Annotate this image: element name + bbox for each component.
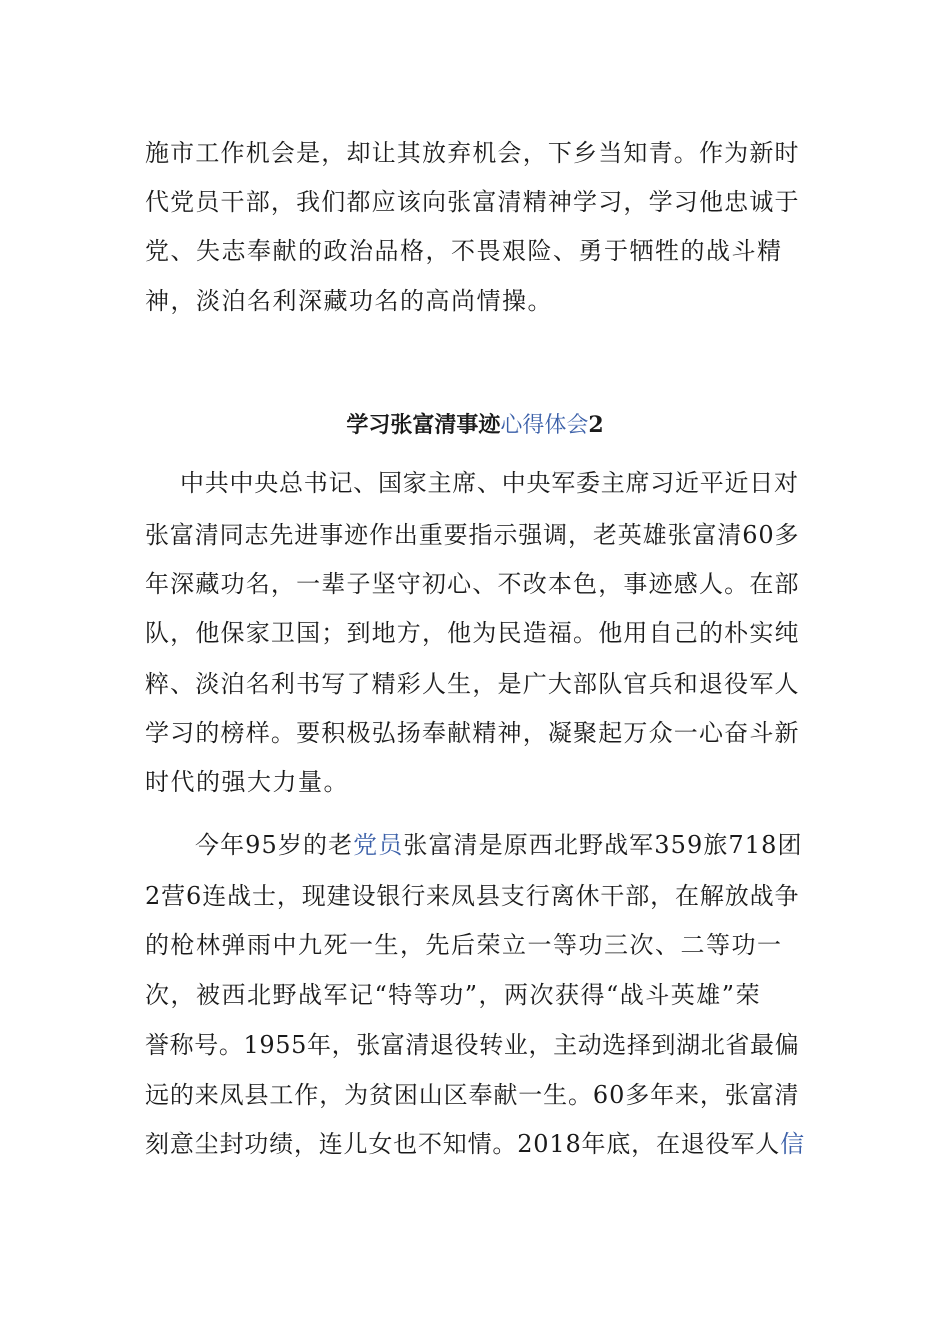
paragraph-line: 2营6连战士，现建设银行来凤县支行离休干部，在解放战争 bbox=[145, 882, 800, 910]
paragraph-line: 次，被西北野战军记“特等功”，两次获得“战斗英雄”荣 bbox=[145, 981, 762, 1009]
paragraph-line: 队，他保家卫国；到地方，他为民造福。他用自己的朴实纯 bbox=[145, 619, 800, 647]
inline-link[interactable]: 党员 bbox=[353, 831, 404, 859]
paragraph-line: 誉称号。1955年，张富清退役转业，主动选择到湖北省最偏 bbox=[145, 1031, 800, 1059]
paragraph-line: 张富清同志先进事迹作出重要指示强调，老英雄张富清60多 bbox=[145, 521, 800, 549]
inline-link[interactable]: 信 bbox=[780, 1130, 805, 1158]
title-number: 2 bbox=[588, 412, 604, 438]
paragraph-line: 远的来凤县工作，为贫困山区奉献一生。60多年来，张富清 bbox=[145, 1081, 800, 1109]
section-title bbox=[0, 410, 950, 441]
paragraph-line: 施市工作机会是，却让其放弃机会，下乡当知青。作为新时 bbox=[145, 139, 800, 167]
paragraph-text: 张富清是原西北野战军359旅718团 bbox=[403, 831, 803, 859]
paragraph-text: 刻意尘封功绩，连儿女也不知情。2018年底，在退役军人 bbox=[145, 1130, 781, 1158]
title-text: 学习张富清事迹 bbox=[346, 412, 501, 438]
paragraph-line: 代党员干部，我们都应该向张富清精神学习，学习他忠诚于 bbox=[145, 188, 800, 216]
paragraph-line: 粹、淡泊名利书写了精彩人生，是广大部队官兵和退役军人 bbox=[145, 670, 800, 698]
paragraph-line: 中共中央总书记、国家主席、中央军委主席习近平近日对 bbox=[180, 469, 799, 497]
paragraph-line: 学习的榜样。要积极弘扬奉献精神，凝聚起万众一心奋斗新 bbox=[145, 719, 800, 747]
paragraph-line bbox=[145, 1129, 805, 1159]
title-link[interactable]: 心得体会 bbox=[500, 413, 589, 438]
paragraph-line: 时代的强大力量。 bbox=[145, 768, 349, 796]
paragraph-line bbox=[195, 830, 803, 860]
paragraph-line: 的枪林弹雨中九死一生，先后荣立一等功三次、二等功一 bbox=[145, 931, 783, 959]
paragraph-text: 今年95岁的老 bbox=[195, 831, 354, 859]
paragraph-line: 年深藏功名，一辈子坚守初心、不改本色，事迹感人。在部 bbox=[145, 570, 800, 598]
paragraph-line: 神，淡泊名利深藏功名的高尚情操。 bbox=[145, 287, 553, 315]
paragraph-line: 党、失志奉献的政治品格，不畏艰险、勇于牺牲的战斗精 bbox=[145, 237, 783, 265]
